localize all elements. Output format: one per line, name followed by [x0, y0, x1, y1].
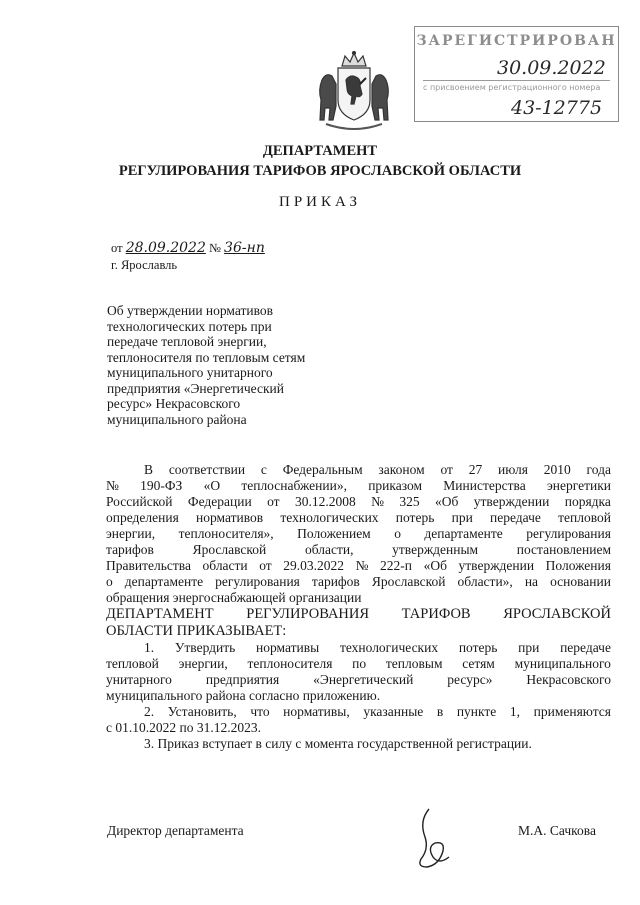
preamble-line [106, 478, 611, 494]
word: указанные [363, 704, 424, 719]
item-line: с 01.10.2022 по 31.12.2023. [106, 720, 261, 735]
word: с [260, 462, 267, 477]
word: что [250, 704, 270, 719]
stamp-number: 43-12775 [511, 97, 603, 119]
stamp-date: 30.09.2022 [497, 57, 606, 79]
preamble-line [106, 462, 611, 478]
word: № [106, 478, 119, 493]
preamble-line [106, 558, 611, 574]
word: Федерации [187, 494, 252, 509]
word: на [524, 574, 539, 589]
decree-line: ОБЛАСТИ ПРИКАЗЫВАЕТ: [106, 623, 287, 639]
word: пункте [456, 704, 497, 719]
word: от [259, 558, 272, 573]
word: потерь [458, 640, 498, 655]
word: тарифов [106, 542, 154, 557]
word: технологических [339, 640, 439, 655]
preamble-line [106, 494, 611, 510]
word: Федеральным [282, 462, 363, 477]
word: передаче [560, 640, 611, 655]
order-date: 28.09.2022 [125, 240, 206, 256]
decree-heading [106, 606, 611, 640]
subject-line: Об утверждении нормативов [107, 303, 274, 318]
subject-line: муниципального района [107, 411, 247, 427]
word: о [106, 574, 113, 589]
word: Ярославской [192, 542, 267, 557]
word: Утвердить [174, 640, 236, 655]
preamble-line: обращения энергоснабжающей организации [106, 590, 362, 605]
word: 222-п [380, 558, 413, 573]
order-item-1 [106, 640, 611, 704]
word: Положения [545, 558, 611, 573]
word: Российской [106, 494, 173, 509]
word: «Энергетический [313, 672, 414, 687]
order-number: 36-нп [224, 240, 265, 256]
order-item-2 [106, 704, 611, 736]
word: сетям [462, 656, 495, 671]
word: теплоносителя [247, 656, 333, 671]
word: ТАРИФОВ [401, 606, 471, 622]
word: регулирования [526, 526, 611, 541]
word: Правительства [106, 558, 191, 573]
word: порядка [564, 494, 611, 509]
item-line: муниципального района согласно приложению. [106, 688, 381, 703]
word: тепловой [106, 656, 159, 671]
order-subject [107, 303, 347, 427]
word: Ярославской [371, 574, 446, 589]
word: области [202, 558, 248, 573]
word: законом [378, 462, 425, 477]
preamble-line [106, 526, 611, 542]
word: предприятия [205, 672, 280, 687]
word: соответствии [168, 462, 246, 477]
signatory-name: М.А. Сачкова [518, 823, 596, 838]
word: № [371, 494, 384, 509]
word: 2. [144, 704, 155, 719]
word: тепловой [558, 510, 611, 525]
word: теплоснабжении», [241, 478, 347, 493]
order-body [106, 462, 611, 752]
order-item-3 [106, 736, 611, 752]
signatory-title: Директор департамента [107, 823, 244, 838]
subject-line: ресурс» Некрасовского [107, 396, 241, 411]
item-line [106, 704, 611, 720]
word: утверждении [458, 558, 535, 573]
word: энергии, [178, 656, 228, 671]
preamble [106, 462, 611, 606]
word: определения [106, 510, 179, 525]
word: при [518, 640, 540, 655]
word: 190-ФЗ [140, 478, 183, 493]
word: департаменте [424, 526, 503, 541]
word: июля [498, 462, 528, 477]
stamp-divider [423, 80, 610, 81]
word: основании [550, 574, 611, 589]
word: 29.03.2022 [283, 558, 345, 573]
department-subtitle: РЕГУЛИРОВАНИЯ ТАРИФОВ ЯРОСЛАВСКОЙ ОБЛАСТИ [118, 163, 522, 179]
word: тарифов [311, 574, 360, 589]
word: унитарного [106, 672, 172, 687]
department-title: ДЕПАРТАМЕНТ [262, 143, 378, 159]
order-date-number [111, 240, 265, 256]
word: нормативы, [283, 704, 350, 719]
item-line: 3. Приказ вступает в силу с момента государственной регистрации. [144, 736, 532, 751]
word: области», [457, 574, 513, 589]
word: нормативы [256, 640, 320, 655]
word: при [451, 510, 473, 525]
word: передаче [490, 510, 541, 525]
word: ЯРОСЛАВСКОЙ [503, 606, 611, 622]
word: Некрасовского [526, 672, 611, 687]
handwritten-signature [415, 807, 455, 871]
word: потерь [395, 510, 435, 525]
stamp-title: ЗАРЕГИСТРИРОВАН [416, 33, 617, 49]
word: ДЕПАРТАМЕНТ [106, 606, 214, 622]
word: «О [203, 478, 221, 493]
subject-line: передаче тепловой энергии, [107, 334, 267, 349]
word: от [440, 462, 453, 477]
word: технологических [280, 510, 379, 525]
word: департаменте [124, 574, 204, 589]
decree-line [106, 606, 611, 623]
word: нормативов [196, 510, 264, 525]
word: теплоносителя», [178, 526, 274, 541]
stamp-note: с присвоением регистрационного номера [423, 83, 601, 92]
registration-stamp [414, 26, 619, 122]
word: о [394, 526, 401, 541]
word: приказом [368, 478, 423, 493]
word: энергетики [546, 478, 611, 493]
word: утвержденным [392, 542, 479, 557]
word: области, [304, 542, 354, 557]
preamble-line [106, 542, 611, 558]
subject-line: технологических потерь при [107, 318, 272, 334]
word: 325 [399, 494, 420, 509]
word: 2010 [543, 462, 571, 477]
preamble-line [106, 510, 611, 526]
word: 1. [144, 640, 155, 655]
word: от [267, 494, 280, 509]
date-prefix: от [111, 241, 123, 255]
word: РЕГУЛИРОВАНИЯ [246, 606, 370, 622]
word: года [586, 462, 611, 477]
word: энергии, [106, 526, 156, 541]
item-line [106, 640, 611, 656]
document-type: ПРИКАЗ [279, 194, 361, 210]
item-line [106, 656, 611, 672]
word: в [436, 704, 444, 719]
word: муниципального [514, 656, 611, 671]
word: регулирования [215, 574, 300, 589]
word: В [144, 462, 154, 477]
word: ресурс» [447, 672, 493, 687]
subject-line: предприятия «Энергетический [107, 380, 284, 396]
item-line [106, 672, 611, 688]
word: № [355, 558, 369, 573]
preamble-line [106, 574, 611, 590]
word: Министерства [443, 478, 526, 493]
word: Положением [297, 526, 371, 541]
word: тепловым [385, 656, 443, 671]
word: утверждении [473, 494, 550, 509]
word: 27 [468, 462, 483, 477]
word: «Об [423, 558, 447, 573]
word: 30.12.2008 [294, 494, 356, 509]
word: Установить, [167, 704, 237, 719]
word: по [352, 656, 367, 671]
order-city: г. Ярославль [111, 258, 178, 272]
word: 1, [509, 704, 521, 719]
subject-line: теплоносителя по тепловым сетям [107, 349, 306, 365]
word: постановлением [516, 542, 611, 557]
coat-of-arms-bear-icon [316, 50, 392, 134]
word: применяются [533, 704, 611, 719]
word: «Об [435, 494, 459, 509]
subject-line: муниципального унитарного [107, 365, 273, 380]
number-prefix: № [208, 241, 221, 255]
